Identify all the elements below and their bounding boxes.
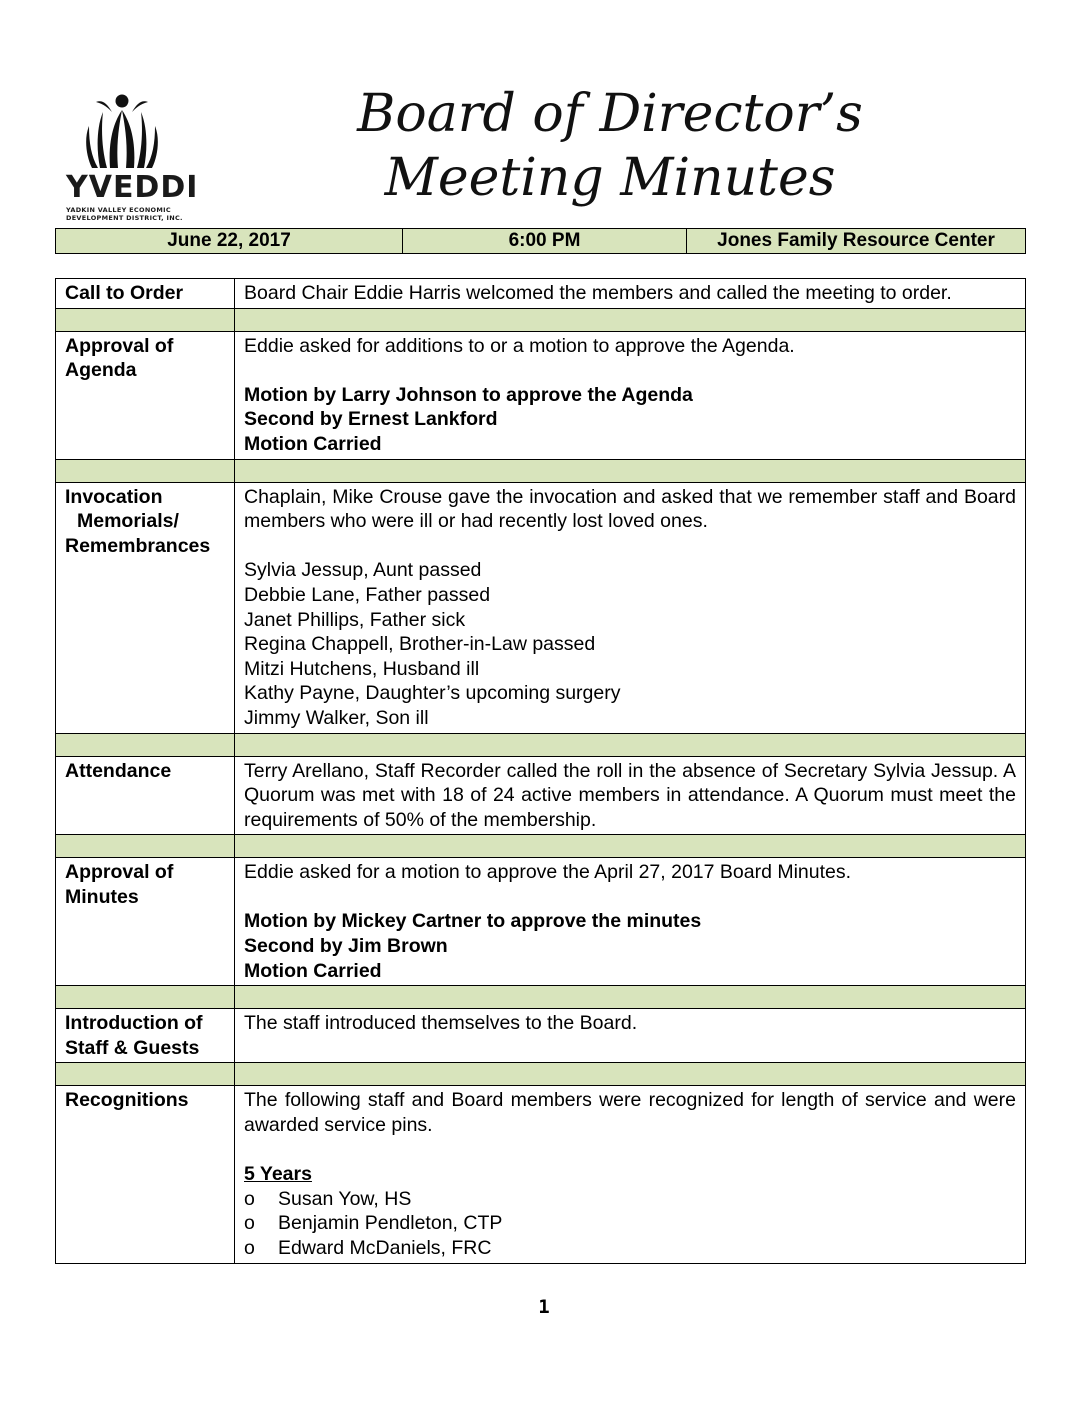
agenda-second: Second by Ernest Lankford — [244, 408, 498, 431]
row-invocation — [56, 482, 1026, 733]
label-approval-agenda — [56, 331, 235, 459]
meeting-date: June 22, 2017 — [56, 229, 403, 254]
minutes-second: Second by Jim Brown — [244, 935, 448, 958]
meeting-location: Jones Family Resource Center — [687, 229, 1026, 254]
yveddi-figure-logo-icon — [56, 92, 166, 172]
agenda-text: Eddie asked for additions to or a motion to approve the Agenda. — [244, 334, 795, 357]
meeting-info-bar — [55, 228, 1026, 254]
title-line-2: Meeting Minutes — [384, 148, 836, 208]
spacer-row — [56, 308, 1026, 331]
list-item — [244, 1187, 1016, 1212]
minutes-text: Eddie asked for a motion to approve the April 27, 2017 Board Minutes. — [244, 861, 852, 884]
content-approval-agenda — [235, 331, 1026, 459]
row-call-to-order — [56, 279, 1026, 309]
spacer-row — [56, 986, 1026, 1009]
label-line: Staff & Guests — [65, 1036, 200, 1059]
attendance-text: Terry Arellano, Staff Recorder called the roll in the absence of Secretary Sylvia Jessup. A Quorum was met with 18 of 24 active members in attendance. A Quorum must meet the requirements of 50% of the membership. — [244, 759, 1016, 831]
recognition-name: Susan Yow, HS — [278, 1187, 412, 1210]
content-recognitions — [235, 1086, 1026, 1263]
bullet-icon: o — [244, 1237, 255, 1259]
list-item: Jimmy Walker, Son ill — [244, 706, 429, 729]
agenda-result: Motion Carried — [244, 432, 382, 455]
introduction-text: The staff introduced themselves to the Board. — [244, 1012, 638, 1035]
label-line: Remembrances — [65, 534, 211, 557]
list-item — [244, 1211, 1016, 1236]
recognition-name: Edward McDaniels, FRC — [278, 1237, 492, 1259]
logo-tagline: YADKIN VALLEY ECONOMIC DEVELOPMENT DISTRICT, INC. — [66, 206, 183, 222]
list-item — [244, 1236, 1016, 1261]
row-approval-agenda — [56, 331, 1026, 459]
meeting-time: 6:00 PM — [403, 229, 687, 254]
list-item: Sylvia Jessup, Aunt passed — [244, 559, 482, 582]
spacer-row — [56, 1063, 1026, 1086]
list-item: Kathy Payne, Daughter’s upcoming surgery — [244, 682, 621, 705]
content-attendance — [235, 756, 1026, 835]
agenda-motion: Motion by Larry Johnson to approve the Agenda — [244, 383, 693, 406]
list-item: Regina Chappell, Brother-in-Law passed — [244, 633, 596, 656]
title-line-1: Board of Director’s — [357, 84, 863, 144]
bullet-icon: o — [244, 1212, 255, 1235]
label-approval-minutes — [56, 858, 235, 986]
label-line: Minutes — [65, 885, 139, 908]
content-introduction — [235, 1009, 1026, 1063]
recognitions-group-title: 5 Years — [244, 1163, 312, 1186]
spacer-row — [56, 459, 1026, 482]
row-approval-minutes — [56, 858, 1026, 986]
label-attendance: Attendance — [56, 756, 235, 835]
content-approval-minutes — [235, 858, 1026, 986]
row-attendance — [56, 756, 1026, 835]
page-title — [330, 82, 890, 210]
label-invocation — [56, 482, 235, 733]
label-line: Agenda — [65, 359, 137, 382]
label-line: Introduction of — [65, 1012, 203, 1035]
row-introduction — [56, 1009, 1026, 1063]
label-line: Memorials/ — [77, 510, 179, 533]
call-to-order-text: Board Chair Eddie Harris welcomed the members and called the meeting to order. — [244, 282, 952, 304]
logo-name: YVEDDI — [66, 170, 199, 205]
minutes-motion: Motion by Mickey Cartner to approve the minutes — [244, 910, 702, 933]
label-call-to-order: Call to Order — [56, 279, 235, 309]
row-recognitions — [56, 1086, 1026, 1263]
list-item: Mitzi Hutchens, Husband ill — [244, 657, 480, 680]
label-recognitions: Recognitions — [56, 1086, 235, 1263]
invocation-text: Chaplain, Mike Crouse gave the invocation and asked that we remember staff and Board members who were ill or had recently lost loved ones. — [244, 485, 1016, 533]
label-line: Invocation — [65, 485, 163, 508]
content-invocation — [235, 482, 1026, 733]
minutes-table — [55, 278, 1026, 1264]
minutes-result: Motion Carried — [244, 959, 382, 982]
recognition-name: Benjamin Pendleton, CTP — [278, 1212, 503, 1235]
recognitions-text: The following staff and Board members were recognized for length of service and were awarded service pins. — [244, 1089, 1016, 1137]
list-item: Janet Phillips, Father sick — [244, 608, 466, 631]
content-call-to-order — [235, 279, 1026, 309]
yveddi-logo — [56, 92, 206, 222]
spacer-row — [56, 733, 1026, 756]
label-line: Approval of — [65, 334, 174, 357]
label-introduction — [56, 1009, 235, 1063]
label-line: Approval of — [65, 861, 174, 884]
page-number: 1 — [538, 1296, 550, 1318]
bullet-icon: o — [244, 1187, 255, 1210]
list-item: Debbie Lane, Father passed — [244, 583, 491, 606]
spacer-row — [56, 835, 1026, 858]
